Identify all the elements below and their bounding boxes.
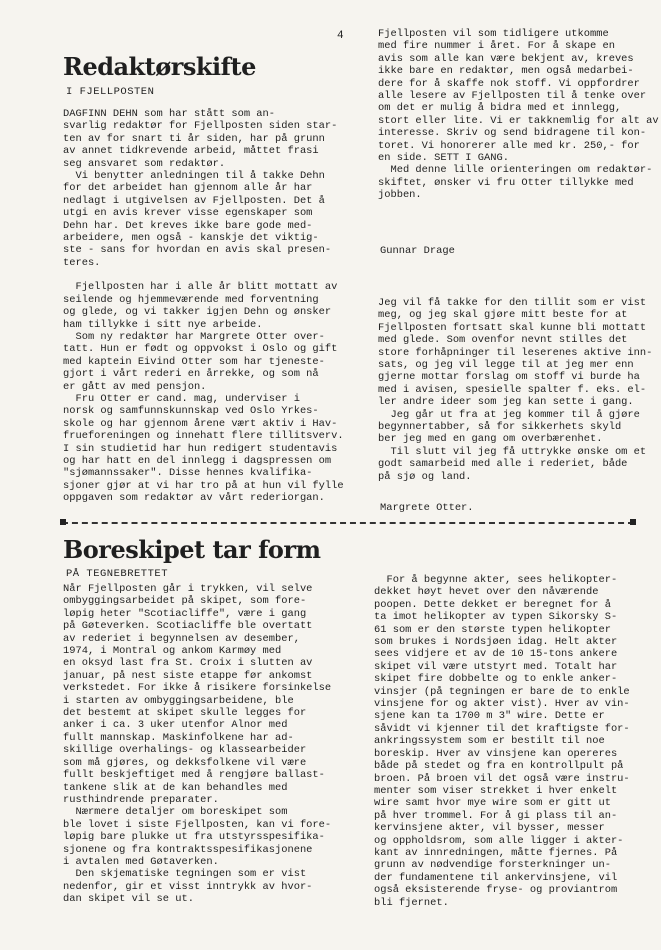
paragraph: Fjellposten har i alle år blitt mottatt av seilende og hjemmeværende med forventning og glede, og vi takker igjen Dehn og ønsker ham tillykke i sitt nye arbeide. (63, 281, 338, 331)
signature-gunnar-drage: Gunnar Drage (380, 245, 455, 257)
paragraph: For å begynne akter, sees helikopter- dekket høyt hevet over den nåværende poopen. Dette dekket er beregnet for å ta imot helikopter av typen Sikorsky S- 61 som er den største typen helikopter som brukes i Nordsjøen idag. Helt akter sees vidjere et av de 10 15-tons ankere skipet vil være utstyrt med. Totalt har skipet fire dobbelte og to enkle anker- vinsjer (på tegningen er bare de to enkle vinsjene for og akter vist). Hver av vin- sjene kan ta 1700 m 3" wire. Dette er såvidt vi kjenner til det kraftigste for- ankringssystem som er bestilt til noe boreskip. Hver av vinsjene kan opereres både på stedet og fra en kontrollpult på broen. På broen vil det også være instru- menter som viser strekket i hver enkelt wire samt hvor mye wire som er gitt ut på hver trommel. For å gi plass til an- kervinsjene akter, vil bysser, messer og oppholdsrom, som alle ligger i akter- kant av innredningen, måtte fjernes. På grunn av nødvendige forsterkninger un- der fundamentene til ankervinsjene, vil også eksisterende fryse- og proviantrom bli fjernet. (374, 574, 630, 909)
paragraph: Fru Otter er cand. mag, underviser i norsk og samfunnskunnskap ved Oslo Yrkes- skole og har gjennom årene vært aktiv i Hav- frueforeningen og innehatt flere tillitsverv. I sin studietid har hun redigert studentavis og har hatt en del innlegg i dagspressen om "sjømannssaker". Disse hennes kvalifika- sjoner gjør at vi har tro på at hun vil fylle oppgaven som redaktør av vårt rederiorgan. (63, 392, 344, 505)
article-1-left-column (63, 108, 344, 505)
paragraph: Vi benytter anledningen til å takke Dehn for det arbeidet han gjennom alle år har nedlagt i utgivelsen av Fjellposten. Det å utgi en avis krever visse egenskaper som Dehn har. Det kreves ikke bare gode med- arbeidere, men også - kanskje det viktig- ste - sans for hvordan en avis skal presen- teres. (63, 170, 332, 269)
paragraph: DAGFINN DEHN som har stått som an- svarlig redaktør for Fjellposten siden star- ten av for snart ti år siden, har på grunn av annet tidkrevende arbeid, måttet frasi seg ansvaret som redaktør. (63, 108, 338, 170)
article-2-left-column (63, 583, 331, 906)
paragraph: Fjellposten vil som tidligere utkomme med fire nummer i året. For å skape en avis som alle kan være bekjent av, kreves ikke bare en redaktør, men også medarbei- dere for å skaffe nok stoff. Vi oppfordrer alle lesere av Fjellposten til å tenke over om det er mulig å bidra med et innlegg, stort eller lite. Vi er takknemlig for alt av interesse. Skriv og send bidragene til kon- toret. Vi honorerer alle med kr. 250,- for en side. SETT I GANG. (378, 28, 659, 165)
article-kicker: I FJELLPOSTEN (66, 86, 155, 98)
article-title-boreskipet: Boreskipet tar form (63, 535, 321, 564)
article-1-right-column (378, 28, 659, 202)
divider-end-mark (630, 519, 636, 525)
divider-end-mark (60, 519, 66, 525)
article-kicker: PÅ TEGNEBRETTET (66, 568, 169, 580)
article-2-right-column (374, 574, 630, 909)
letter-column (378, 297, 652, 483)
paragraph: Med denne lille orienteringen om redaktør- skiftet, ønsker vi fru Otter tillykke med jobben. (378, 164, 653, 202)
paragraph: Som ny redaktør har Margrete Otter over- tatt. Hun er født og oppvokst i Oslo og gift med kaptein Eivind Otter som har tjeneste- gjort i vårt rederi en årrekke, og som nå er gått av med pensjon. (63, 330, 338, 393)
paragraph: Jeg vil få takke for den tillit som er vist meg, og jeg skal gjøre mitt beste for at Fjellposten fortsatt skal kunne bli mottatt med glede. Som ovenfor nevnt stilles det store forhåpninger til leserenes aktive inn- sats, og jeg vil legge til at jeg mer enn gjerne mottar forslag om stoff vi burde ha med i avisen, spesielle spalter f. eks. el- ler andre ideer som jeg kan sette i gang. Jeg går ut fra at jeg kommer til å gjøre begynnertabber, så for sikkerhets skyld ber jeg med en gang om overbærenhet. Til slutt vil jeg få uttrykke ønske om et godt samarbeid med alle i rederiet, både på sjø og land. (378, 297, 653, 483)
article-title-redaktorskifte: Redaktørskifte (63, 52, 256, 81)
paragraph: Når Fjellposten går i trykken, vil selve ombyggingsarbeidet på skipet, som fore- løpig heter "Scotiacliffe", være i gang på Gøteverken. Scotiacliffe ble overtatt av rederiet i begynnelsen av desember, 1974, i Montral og ankom Karmøy med en oksyd last fra St. Croix i slutten av januar, på nest siste etappe før ankomst verkstedet. For ikke å risikere forsinkelse i starten av ombyggingsarbeidene, ble det bestemt at skipet skulle legges for anker i ca. 3 uker utenfor Alnor med fullt mannskap. Maskinfolkene har ad- skillige overhalings- og klassearbeider som må gjøres, og dekksfolkene vil være fullt beskjeftiget med å rengjøre ballast- tankene slik at de kan behandles med rusthindrende preparater. Nærmere detaljer om boreskipet som ble lovet i siste Fjellposten, kan vi fore- løpig bare plukke ut fra utstyrsspesifika- sjonene og fra kontraktsspesifikasjonene i avtalen med Gøtaverken. Den skjematiske tegningen som er vist nedenfor, gir et visst inntrykk av hvor- dan skipet vil se ut. (63, 583, 332, 906)
signature-margrete-otter: Margrete Otter. (380, 502, 474, 514)
section-divider (62, 522, 634, 530)
page-number: 4 (337, 30, 344, 42)
